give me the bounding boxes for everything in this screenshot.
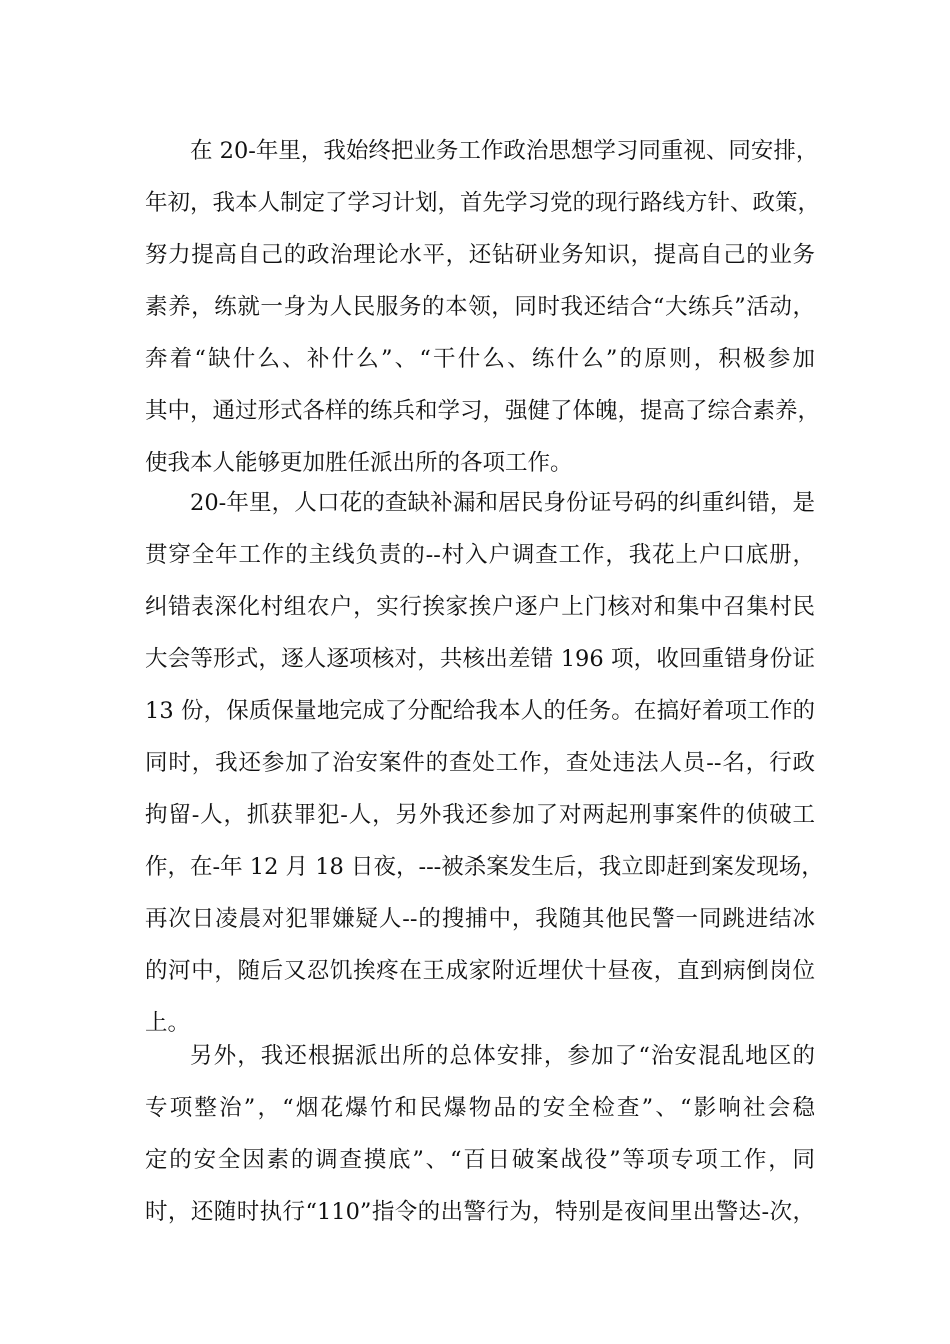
paragraph-line: 再次日凌晨对犯罪嫌疑人--的搜捕中，我随其他民警一同跳进结冰 <box>145 906 815 932</box>
paragraph-line: 上。 <box>145 1010 191 1036</box>
paragraph-line: 13 份，保质保量地完成了分配给我本人的任务。在搞好着项工作的 <box>145 698 815 724</box>
paragraph-line: 大会等形式，逐人逐项核对，共核出差错 196 项，收回重错身份证 <box>145 646 815 672</box>
paragraph-1 <box>145 125 821 489</box>
paragraph-line: 另外，我还根据派出所的总体安排，参加了“治安混乱地区的 <box>190 1043 815 1069</box>
paragraph-line: 的河中，随后又忍饥挨疼在王成家附近埋伏十昼夜，直到病倒岗位 <box>145 958 815 984</box>
paragraph-line: 拘留-人，抓获罪犯-人，另外我还参加了对两起刑事案件的侦破工 <box>145 802 815 828</box>
paragraph-line: 奔着“缺什么、补什么”、“干什么、练什么”的原则，积极参加 <box>145 346 815 372</box>
paragraph-line: 20-年里，人口花的查缺补漏和居民身份证号码的纠重纠错，是 <box>190 490 815 516</box>
paragraph-line: 纠错表深化村组农户，实行挨家挨户逐户上门核对和集中召集村民 <box>145 594 815 620</box>
paragraph-line: 其中，通过形式各样的练兵和学习，强健了体魄，提高了综合素养， <box>145 398 821 424</box>
paragraph-line: 努力提高自己的政治理论水平，还钻研业务知识，提高自己的业务 <box>145 242 815 268</box>
paragraph-line: 使我本人能够更加胜任派出所的各项工作。 <box>145 450 573 476</box>
paragraph-line: 素养，练就一身为人民服务的本领，同时我还结合“大练兵”活动， <box>145 294 815 320</box>
paragraph-line: 贯穿全年工作的主线负责的--村入户调查工作，我花上户口底册， <box>145 542 815 568</box>
paragraph-line: 定的安全因素的调查摸底”、“百日破案战役”等项专项工作，同 <box>145 1147 815 1173</box>
paragraph-2 <box>145 477 824 1049</box>
paragraph-line: 年初，我本人制定了学习计划，首先学习党的现行路线方针、政策， <box>145 190 821 216</box>
paragraph-line: 专项整治”，“烟花爆竹和民爆物品的安全检查”、“影响社会稳 <box>145 1095 815 1121</box>
paragraph-line: 同时，我还参加了治安案件的查处工作，查处违法人员--名，行政 <box>145 750 815 776</box>
paragraph-line: 在 20-年里，我始终把业务工作政治思想学习同重视、同安排， <box>190 138 819 164</box>
paragraph-line: 时，还随时执行“110”指令的出警行为，特别是夜间里出警达-次， <box>145 1199 815 1225</box>
paragraph-3 <box>145 1030 815 1238</box>
paragraph-line: 作，在-年 12 月 18 日夜，---被杀案发生后，我立即赶到案发现场， <box>145 854 824 880</box>
